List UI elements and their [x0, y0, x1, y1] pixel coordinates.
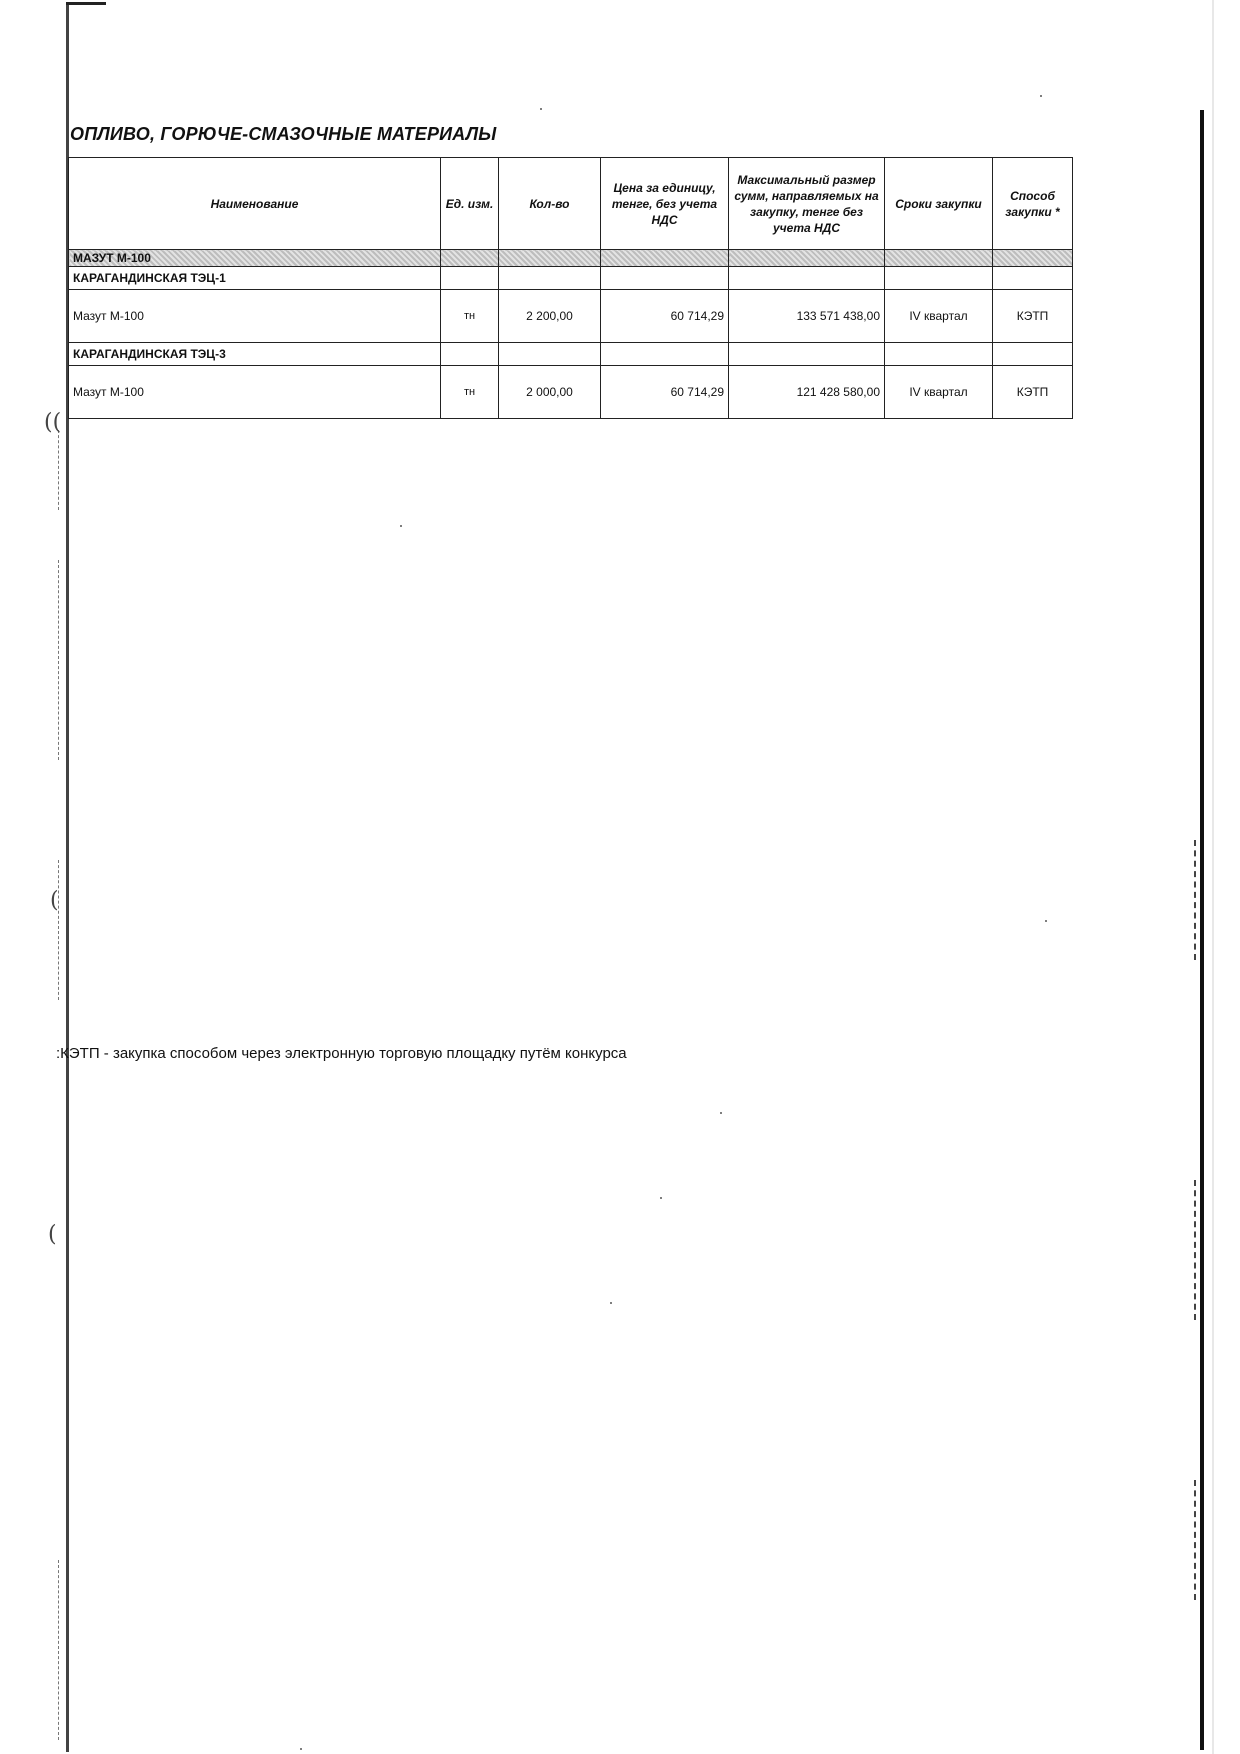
scan-speck — [610, 1302, 612, 1304]
table-header-row — [69, 158, 1073, 250]
item-qty: 2 200,00 — [499, 290, 601, 343]
header-unit: Ед. изм. — [441, 158, 499, 250]
scan-speck — [400, 525, 402, 527]
scan-dash — [1194, 840, 1197, 960]
scan-dash — [1194, 1180, 1197, 1320]
item-name: Мазут М-100 — [69, 366, 441, 419]
item-method: КЭТП — [993, 290, 1073, 343]
scan-speck — [300, 1748, 302, 1750]
section-row — [69, 250, 1073, 267]
group-label: КАРАГАНДИНСКАЯ ТЭЦ-3 — [69, 343, 441, 366]
scan-bracket: (( — [44, 410, 62, 435]
scan-corner-mark — [66, 2, 106, 5]
item-period: IV квартал — [885, 290, 993, 343]
procurement-table — [68, 157, 1073, 419]
section-label: МАЗУТ М-100 — [69, 250, 441, 267]
scan-speck — [540, 108, 542, 110]
header-period: Сроки закупки — [885, 158, 993, 250]
item-unit-price: 60 714,29 — [601, 290, 729, 343]
scan-bracket: ( — [50, 888, 59, 913]
header-unit-price: Цена за единицу, тенге, без учета НДС — [601, 158, 729, 250]
group-row — [69, 267, 1073, 290]
item-max-amount: 121 428 580,00 — [729, 366, 885, 419]
header-max-amount: Максимальный размер сумм, направляемых на закупку, тенге без учета НДС — [729, 158, 885, 250]
scan-dash — [1194, 1480, 1197, 1600]
scan-speck — [720, 1112, 722, 1114]
scan-bracket: ( — [48, 1222, 57, 1247]
item-unit: тн — [441, 366, 499, 419]
item-name: Мазут М-100 — [69, 290, 441, 343]
item-period: IV квартал — [885, 366, 993, 419]
item-qty: 2 000,00 — [499, 366, 601, 419]
item-unit: тн — [441, 290, 499, 343]
header-name: Наименование — [69, 158, 441, 250]
scan-dash — [58, 430, 60, 510]
document-title: ОПЛИВО, ГОРЮЧЕ-СМАЗОЧНЫЕ МАТЕРИАЛЫ — [70, 124, 497, 144]
scan-speck — [1045, 920, 1047, 922]
scan-right-edge — [1200, 110, 1204, 1750]
group-row — [69, 343, 1073, 366]
item-max-amount: 133 571 438,00 — [729, 290, 885, 343]
scan-dash — [58, 1560, 60, 1740]
footnote: :КЭТП - закупка способом через электронную торговую площадку путём конкурса — [56, 1045, 627, 1062]
scan-dash — [58, 860, 60, 1000]
table-row — [69, 366, 1073, 419]
item-method: КЭТП — [993, 366, 1073, 419]
table-row — [69, 290, 1073, 343]
header-method: Способ закупки * — [993, 158, 1073, 250]
group-label: КАРАГАНДИНСКАЯ ТЭЦ-1 — [69, 267, 441, 290]
header-qty: Кол-во — [499, 158, 601, 250]
item-unit-price: 60 714,29 — [601, 366, 729, 419]
scan-speck — [1040, 95, 1042, 97]
scan-speck — [660, 1197, 662, 1199]
scan-right-shadow — [1212, 0, 1214, 1754]
scan-dash — [58, 560, 60, 760]
